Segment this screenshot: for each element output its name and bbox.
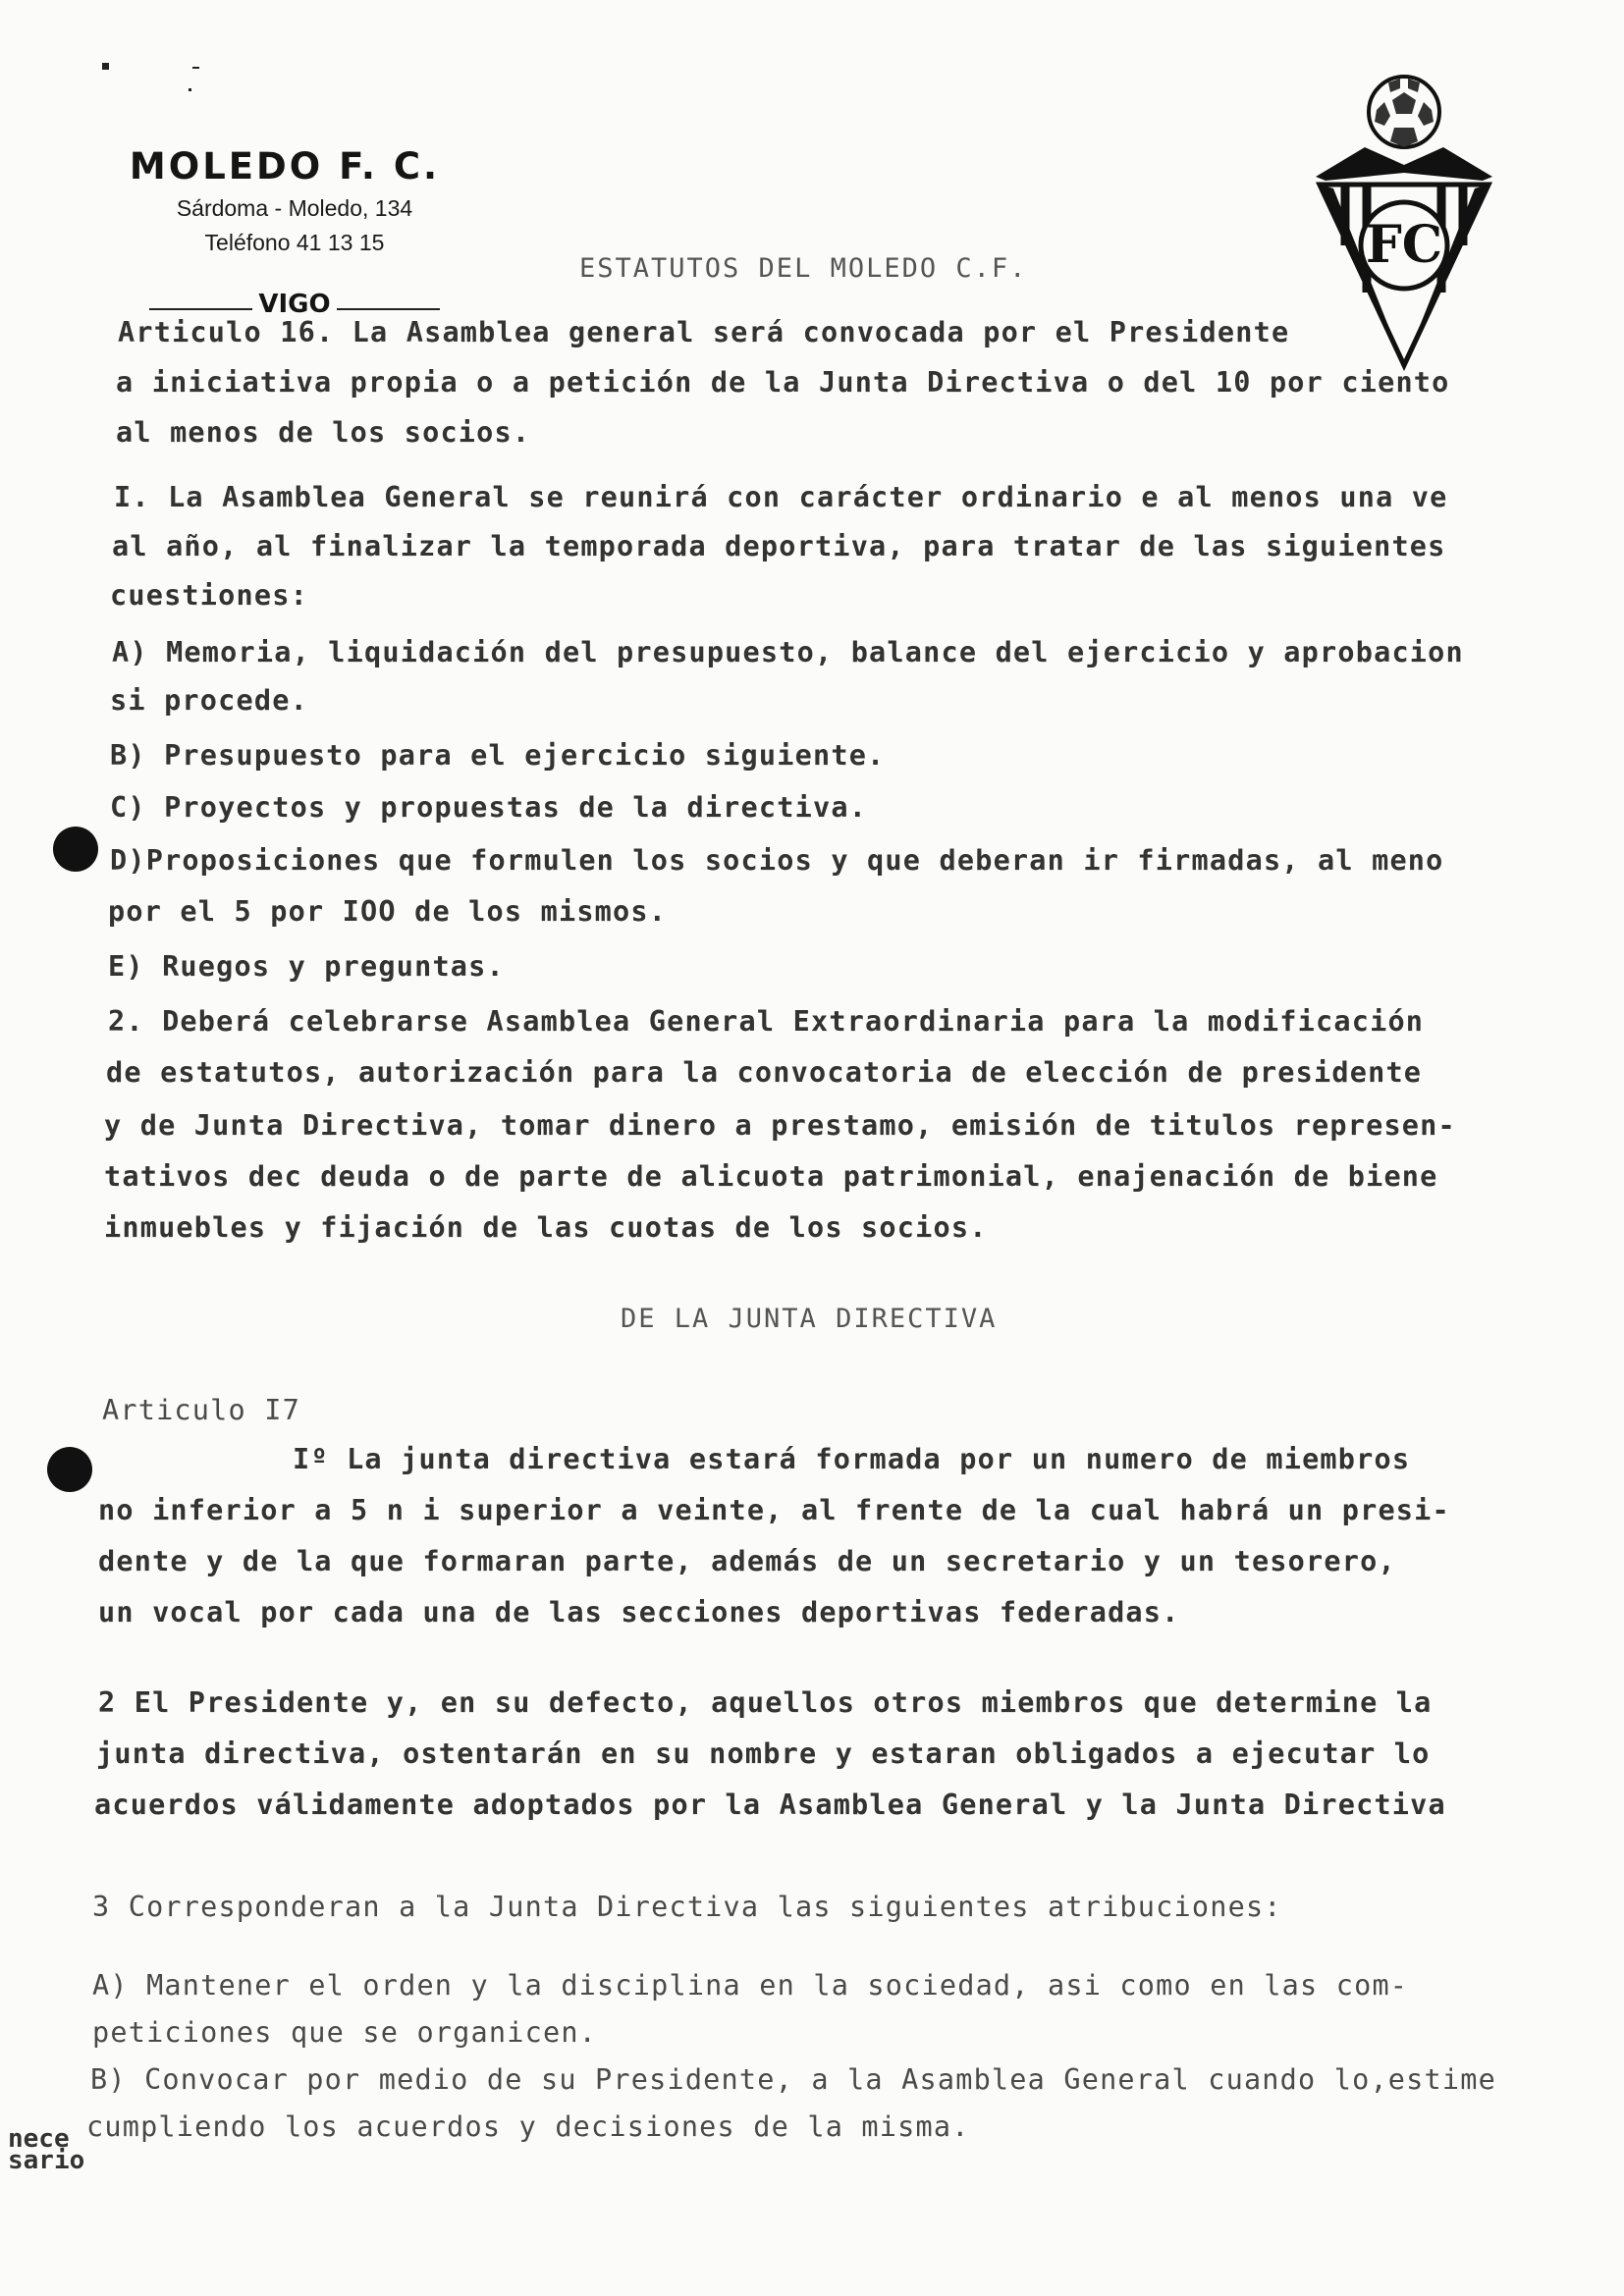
letterhead: [108, 145, 481, 319]
text-line: dente y de la que formaran parte, además de un secretario y un tesorero,: [98, 1545, 1396, 1577]
text-line: Articulo 16. La Asamblea general será convocada por el Presidente: [118, 316, 1290, 348]
text-line: peticiones que se organicen.: [92, 2016, 598, 2049]
ink-speck: [192, 67, 199, 69]
article-heading: Articulo I7: [102, 1394, 300, 1426]
text-line: A) Mantener el orden y la disciplina en la sociedad, asi como en las com-: [92, 1969, 1409, 2002]
text-line: acuerdos válidamente adoptados por la Asamblea General y la Junta Directiva: [94, 1789, 1446, 1821]
text-line: E) Ruegos y preguntas.: [108, 950, 505, 983]
club-phone: Teléfono 41 13 15: [204, 230, 385, 255]
ink-speck: [189, 88, 191, 91]
club-name: MOLEDO F. C.: [129, 145, 441, 187]
club-city: VIGO: [258, 290, 331, 319]
punch-hole-icon: [47, 1447, 92, 1492]
margin-note: nece sario: [8, 2124, 85, 2175]
text-line: cuestiones:: [110, 579, 308, 612]
text-line: a iniciativa propia o a petición de la Junta Directiva o del 10 por ciento: [116, 366, 1450, 399]
crest-letters: FC: [1365, 215, 1443, 275]
text-line: inmuebles y fijación de las cuotas de los socios.: [104, 1211, 988, 1244]
club-address: Sárdoma - Moledo, 134: [176, 195, 413, 221]
text-line: de estatutos, autorización para la convocatoria de elección de presidente: [106, 1056, 1423, 1089]
text-line: 2 El Presidente y, en su defecto, aquellos otros miembros que determine la: [98, 1686, 1433, 1719]
text-line: si procede.: [110, 684, 308, 717]
text-line: I. La Asamblea General se reunirá con carácter ordinario e al menos una ve: [114, 481, 1448, 513]
text-line: B) Presupuesto para el ejercicio siguiente.: [110, 739, 886, 772]
text-line: C) Proyectos y propuestas de la directiva.: [110, 791, 868, 824]
text-line: cumpliendo los acuerdos y decisiones de la misma.: [86, 2110, 970, 2143]
text-line: por el 5 por IOO de los mismos.: [108, 895, 668, 928]
text-line: al menos de los socios.: [116, 416, 531, 449]
text-line: no inferior a 5 n i superior a veinte, al frente de la cual habrá un presi-: [98, 1494, 1450, 1526]
text-line: al año, al finalizar la temporada deportiva, para tratar de las siguientes: [112, 530, 1446, 562]
text-line: 3 Corresponderan a la Junta Directiva las siguientes atribuciones:: [92, 1891, 1282, 1923]
text-line: Iº La junta directiva estará formada por un numero de miembros: [293, 1443, 1411, 1475]
text-line: 2. Deberá celebrarse Asamblea General Extraordinaria para la modificación: [108, 1005, 1425, 1038]
text-line: y de Junta Directiva, tomar dinero a prestamo, emisión de titulos represen-: [104, 1109, 1456, 1142]
text-line: A) Memoria, liquidación del presupuesto, balance del ejercicio y aprobacion: [112, 636, 1464, 668]
punch-hole-icon: [53, 827, 98, 872]
text-line: junta directiva, ostentarán en su nombre y estaran obligados a ejecutar lo: [96, 1737, 1431, 1770]
text-line: B) Convocar por medio de su Presidente, a la Asamblea General cuando lo,estime: [90, 2063, 1496, 2096]
text-line: un vocal por cada una de las secciones deportivas federadas.: [98, 1596, 1180, 1629]
text-line: tativos dec deuda o de parte de alicuota patrimonial, enajenación de biene: [104, 1160, 1438, 1193]
ink-speck: [102, 63, 109, 70]
club-crest-icon: [1306, 71, 1502, 375]
section-title: DE LA JUNTA DIRECTIVA: [621, 1304, 998, 1334]
text-line: D)Proposiciones que formulen los socios y que deberan ir firmadas, al meno: [110, 844, 1444, 877]
document-title: ESTATUTOS DEL MOLEDO C.F.: [579, 253, 1028, 284]
